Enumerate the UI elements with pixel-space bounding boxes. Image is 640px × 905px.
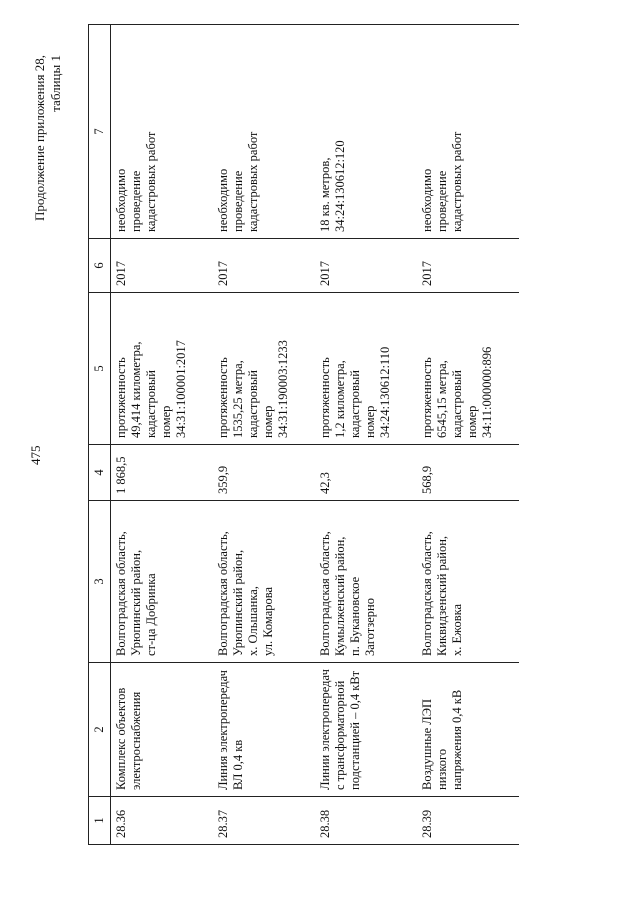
table-header-row: [89, 25, 111, 845]
object-value: 42,3: [315, 445, 417, 501]
row-number: 28.36: [111, 797, 214, 845]
object-year: 2017: [111, 239, 214, 293]
object-address: Волгоградская область, Кумылженский район, п. Букановское Заготзерно: [315, 501, 417, 663]
object-note: необходимо проведение кадастровых работ: [417, 25, 519, 239]
object-name: Линия электропередач ВЛ 0,4 кв: [213, 663, 315, 797]
object-name: Воздушные ЛЭП низкого напряжения 0,4 кВ: [417, 663, 519, 797]
object-note: 18 кв. метров, 34:24:130612:120: [315, 25, 417, 239]
object-characteristics: протяженность 1,2 километра, кадастровый номер 34:24:130612:110: [315, 293, 417, 445]
column-header: 3: [89, 501, 111, 663]
object-characteristics: протяженность 6545,15 метра, кадастровый номер 34:11:000000:896: [417, 293, 519, 445]
object-address: Волгоградская область, Урюпинский район, х. Ольшанка, ул. Комарова: [213, 501, 315, 663]
object-value: 568,9: [417, 445, 519, 501]
column-header: 6: [89, 239, 111, 293]
table-row: [111, 25, 214, 845]
object-note: необходимо проведение кадастровых работ: [213, 25, 315, 239]
object-value: 1 868,5: [111, 445, 214, 501]
column-header: 4: [89, 445, 111, 501]
heading-line-1: Продолжение приложения 28,: [32, 55, 47, 222]
heading-line-2: таблицы 1: [48, 55, 63, 112]
object-year: 2017: [213, 239, 315, 293]
object-year: 2017: [417, 239, 519, 293]
row-number: 28.37: [213, 797, 315, 845]
column-header: 5: [89, 293, 111, 445]
object-value: 359,9: [213, 445, 315, 501]
object-address: Волгоградская область, Урюпинский район, ст-ца Добринка: [111, 501, 214, 663]
object-characteristics: протяженность 49,414 километра, кадастровый номер 34:31:100001:2017: [111, 293, 214, 445]
rotated-page: [28, 5, 608, 885]
column-header: 7: [89, 25, 111, 239]
row-number: 28.38: [315, 797, 417, 845]
table-row: [213, 25, 315, 845]
property-table: [88, 24, 519, 845]
table-row: [315, 25, 417, 845]
row-number: 28.39: [417, 797, 519, 845]
object-note: необходимо проведение кадастровых работ: [111, 25, 214, 239]
page-heading: [32, 55, 64, 221]
object-address: Волгоградская область, Киквидзенский район, х. Ежовка: [417, 501, 519, 663]
object-name: Линии электропередач с трансформаторной подстанцией – 0,4 кВт: [315, 663, 417, 797]
object-characteristics: протяженность 1535,25 метра, кадастровый номер 34:31:190003:1233: [213, 293, 315, 445]
column-header: 1: [89, 797, 111, 845]
object-name: Комплекс объектов электроснабжения: [111, 663, 214, 797]
object-year: 2017: [315, 239, 417, 293]
table-row: [417, 25, 519, 845]
page-number: 475: [28, 445, 43, 465]
column-header: 2: [89, 663, 111, 797]
